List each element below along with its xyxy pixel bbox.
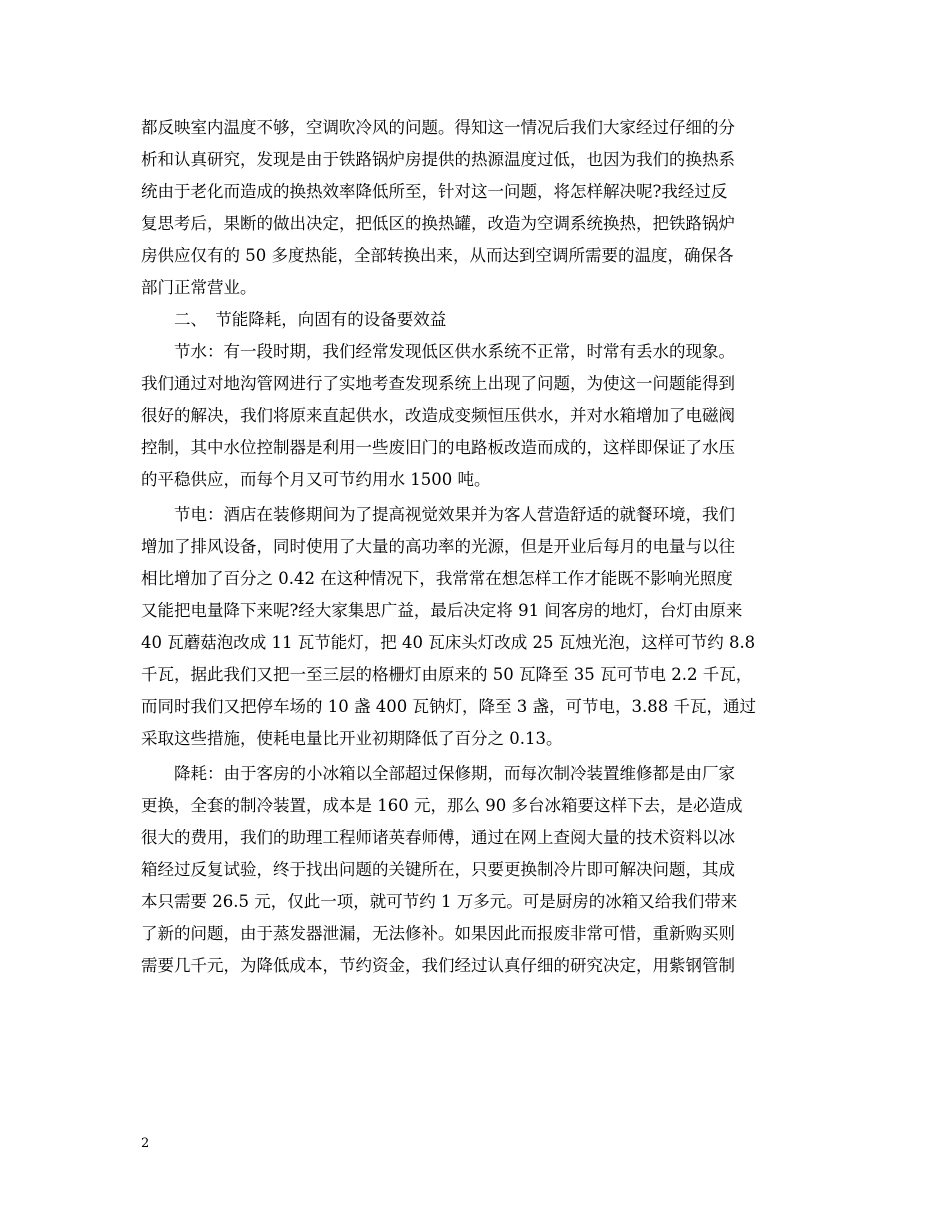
text-line: 部门正常营业。 — [141, 278, 257, 297]
text-line: 增加了排风设备，同时使用了大量的高功率的光源，但是开业后每月的电量与以往 — [141, 537, 735, 556]
text-line: 箱经过反复试验，终于找出问题的关键所在，只要更换制冷片即可解决问题，其成 — [141, 860, 735, 879]
text-line: 千瓦，据此我们又把一至三层的格栅灯由原来的 50 瓦降至 35 瓦可节电 2.2 千瓦， — [141, 665, 753, 684]
text-line: 的平稳供应，而每个月又可节约用水 1500 吨。 — [141, 470, 491, 489]
text-line: 很好的解决，我们将原来直起供水，改造成变频恒压供水，并对水箱增加了电磁阀 — [141, 406, 735, 425]
text-line: 复思考后，果断的做出决定，把低区的换热罐，改造为空调系统换热，把铁路锅炉 — [141, 214, 735, 233]
text-line: 节水：有一段时期，我们经常发现低区供水系统不正常，时常有丢水的现象。 — [141, 342, 735, 361]
text-line: 都反映室内温度不够，空调吹冷风的问题。得知这一情况后我们大家经过仔细的分 — [141, 118, 735, 137]
text-line: 统由于老化而造成的换热效率降低所至，针对这一问题，将怎样解决呢?我经过反 — [141, 182, 728, 201]
text-line: 采取这些措施，使耗电量比开业初期降低了百分之 0.13。 — [141, 729, 563, 748]
document-body — [141, 112, 813, 982]
text-line: 析和认真研究，发现是由于铁路锅炉房提供的热源温度过低，也因为我们的换热系 — [141, 150, 735, 169]
text-line: 又能把电量降下来呢?经大家集思广益，最后决定将 91 间客房的地灯，台灯由原来 — [141, 601, 743, 620]
text-line: 节电：酒店在装修期间为了提高视觉效果并为客人营造舒适的就餐环境，我们 — [141, 505, 735, 524]
text-line: 更换，全套的制冷装置，成本是 160 元，那么 90 多台冰箱要这样下去，是必造成 — [141, 796, 743, 815]
text-line: 需要几千元，为降低成本，节约资金，我们经过认真仔细的研究决定，用紫钢管制 — [141, 956, 735, 975]
text-line: 很大的费用，我们的助理工程师诸英春师傅，通过在网上查阅大量的技术资料以冰 — [141, 828, 735, 847]
text-line: 控制，其中水位控制器是利用一些废旧门的电路板改造而成的，这样即保证了水压 — [141, 438, 735, 457]
text-line: 降耗：由于客房的小冰箱以全部超过保修期，而每次制冷装置维修都是由厂家 — [141, 764, 735, 783]
text-line: 而同时我们又把停车场的 10 盏 400 瓦钠灯，降至 3 盏，可节电，3.88 千瓦，通过 — [141, 697, 756, 716]
page-number: 2 — [141, 1136, 150, 1151]
text-line: 相比增加了百分之 0.42 在这种情况下，我常常在想怎样工作才能既不影响光照度 — [141, 569, 733, 588]
text-line: 本只需要 26.5 元，仅此一项，就可节约 1 万多元。可是厨房的冰箱又给我们带来 — [141, 892, 738, 911]
section-heading: 二、 节能降耗，向固有的设备要效益 — [141, 310, 447, 329]
text-line: 40 瓦蘑菇泡改成 11 瓦节能灯，把 40 瓦床头灯改成 25 瓦烛光泡，这样可节约 8.8 — [141, 633, 756, 652]
text-line: 房供应仅有的 50 多度热能，全部转换出来，从而达到空调所需要的温度，确保各 — [141, 246, 734, 265]
text-line: 了新的问题，由于蒸发器泄漏，无法修补。如果因此而报废非常可惜，重新购买则 — [141, 924, 735, 943]
text-line: 我们通过对地沟管网进行了实地考查发现系统上出现了问题，为使这一问题能得到 — [141, 374, 735, 393]
